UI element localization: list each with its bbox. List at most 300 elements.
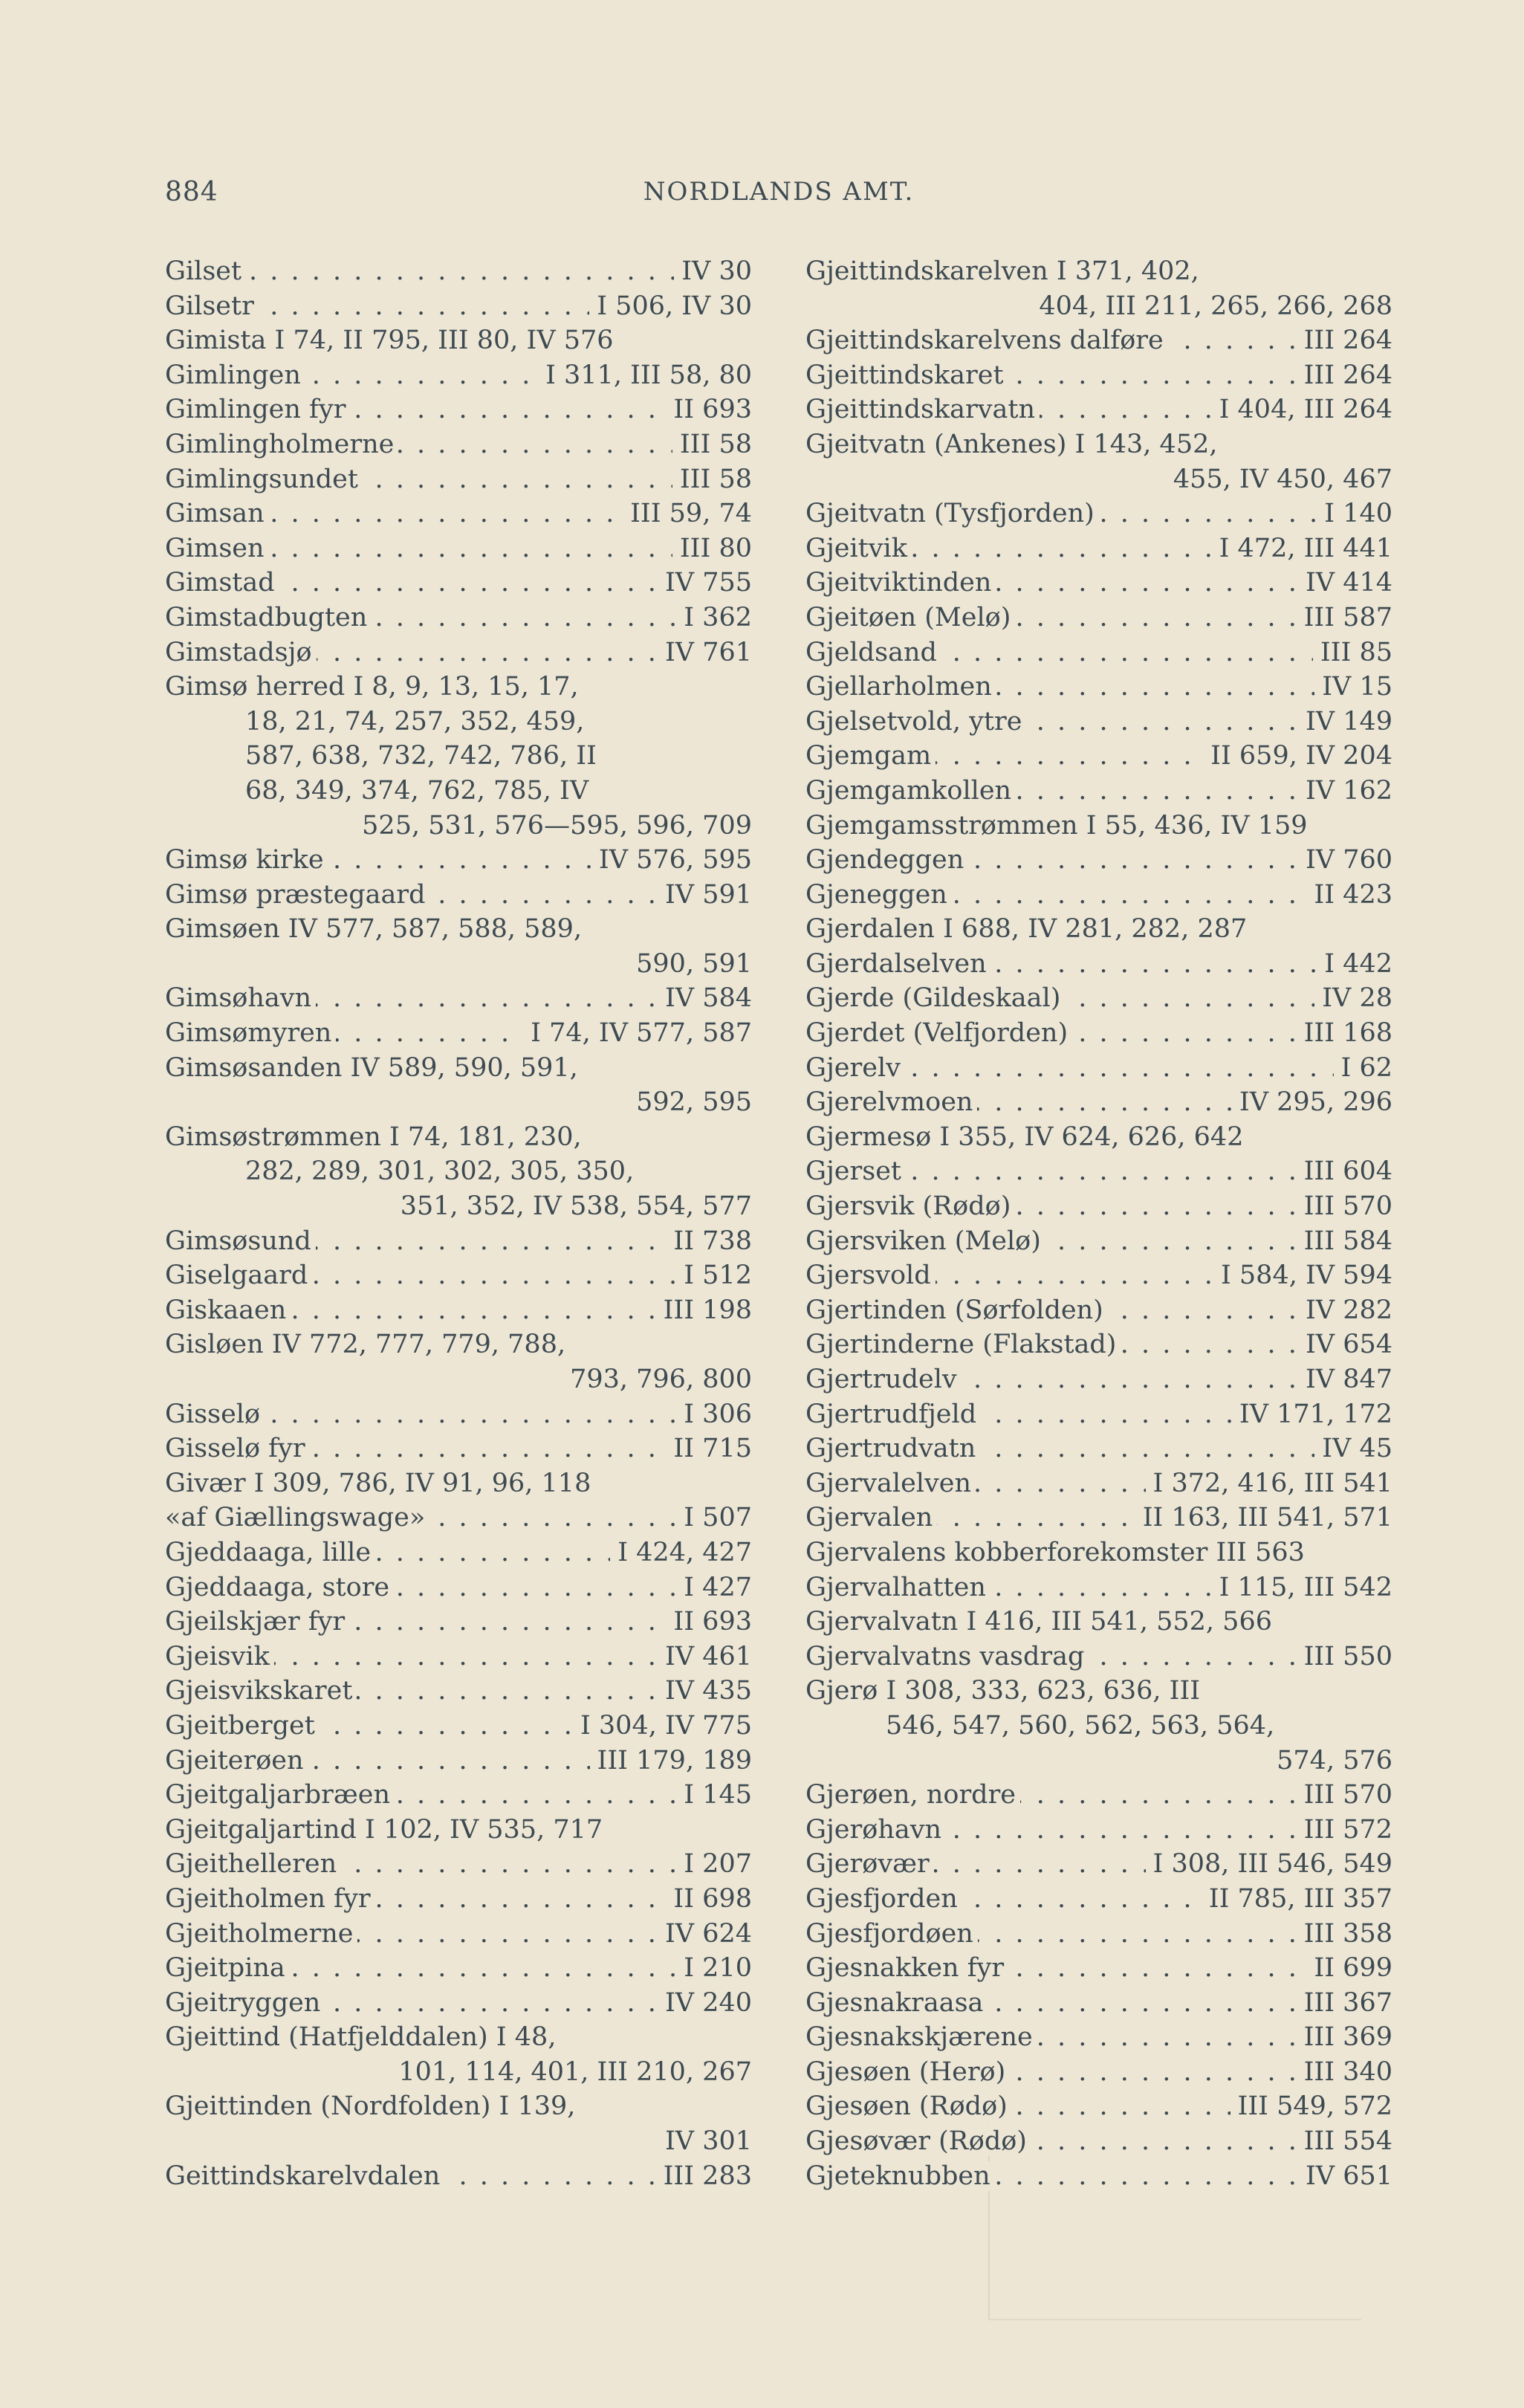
- index-entry: [165, 1778, 752, 1813]
- index-headword: Geittindskarelvdalen: [165, 2161, 444, 2191]
- index-headword: Gjesøvær (Rødø): [805, 2126, 1031, 2156]
- index-headword: Gisløen IV 772, 777, 779, 788,: [165, 1330, 570, 1359]
- index-reference: . . . III 59, 74: [623, 496, 752, 531]
- index-reference: . . . III 80: [672, 531, 752, 566]
- index-headword: Gjerdet (Velfjorden): [805, 1018, 1072, 1048]
- index-entry-continuation: [165, 809, 752, 844]
- index-entry: [805, 774, 1392, 809]
- index-headword: Gjeittindskaret: [805, 360, 1008, 390]
- index-entry: [165, 1813, 752, 1848]
- index-entry: [805, 1085, 1392, 1120]
- index-headword: Gimlingholmerne: [165, 430, 398, 459]
- index-headword: Gjerøhavn: [805, 1815, 946, 1845]
- index-entry: [165, 531, 752, 566]
- index-reference: . . . IV 30: [674, 254, 752, 289]
- index-reference: . . . III 549, 572: [1230, 2089, 1392, 2124]
- index-headword: Gjeitgaljartind I 102, IV 535, 717: [165, 1815, 607, 1845]
- index-headword: Gjersviken (Melø): [805, 1226, 1045, 1256]
- index-entry: [165, 1224, 752, 1259]
- index-headword: Gjeitvik: [805, 534, 912, 563]
- index-entry: [165, 2020, 752, 2055]
- index-headword: Gjertrudfjeld: [805, 1399, 981, 1429]
- index-headword: Gjemgamsstrømmen I 55, 436, IV 159: [805, 811, 1312, 841]
- index-reference: . . . I 584, IV 594: [1213, 1258, 1392, 1293]
- index-entry: [165, 1293, 752, 1328]
- index-headword: Gjelsetvold, ytre: [805, 707, 1026, 737]
- index-reference: . . . III 587: [1297, 601, 1392, 635]
- index-entry-continuation: [805, 1744, 1392, 1779]
- index-entry-continuation: [165, 705, 752, 739]
- index-headword: Gjervalhatten: [805, 1573, 990, 1602]
- index-entry: [805, 566, 1392, 601]
- index-entry-continuation: [165, 739, 752, 774]
- index-entry: [805, 1778, 1392, 1813]
- index-reference: . . . IV 435: [658, 1674, 752, 1709]
- index-reference: . . . IV 240: [658, 1986, 752, 2021]
- index-reference: . . . III 570: [1297, 1778, 1392, 1813]
- index-entry: [805, 1051, 1392, 1086]
- index-entry: [165, 1986, 752, 2021]
- index-entry: [805, 635, 1392, 670]
- index-reference: . . . IV 15: [1314, 670, 1392, 705]
- index-headword: Gjervalvatn I 416, III 541, 552, 566: [805, 1607, 1277, 1637]
- index-reference: . . . IV 755: [658, 566, 752, 601]
- index-entry: [165, 1640, 752, 1674]
- index-reference: . . . I 74, IV 577, 587: [523, 1016, 752, 1051]
- index-headword: Gjertrudelv: [805, 1365, 962, 1394]
- index-reference: 590, 591: [629, 947, 752, 982]
- index-entry: [165, 1535, 752, 1570]
- index-entry: [805, 254, 1392, 289]
- index-entry-continuation: [805, 462, 1392, 497]
- index-headword: Gjerde (Gildeskaal): [805, 983, 1065, 1013]
- index-reference: . . . I 372, 416, III 541: [1146, 1466, 1392, 1501]
- index-reference: . . . IV 760: [1298, 843, 1392, 878]
- index-headword: Gimsøstrømmen I 74, 181, 230,: [165, 1122, 586, 1152]
- index-reference: . . . IV 591: [658, 878, 752, 913]
- index-reference: . . . I 404, III 264: [1212, 392, 1392, 427]
- index-headword: Gjertrudvatn: [805, 1434, 980, 1463]
- index-entry: [805, 1917, 1392, 1952]
- index-headword: Gjesøen (Herø): [805, 2057, 1010, 2087]
- index-headword: Gjerset: [805, 1156, 906, 1186]
- index-reference: . . . I 306: [676, 1397, 752, 1432]
- index-reference: . . . I 472, III 441: [1212, 531, 1392, 566]
- index-headword: Gjesøen (Rødø): [805, 2091, 1012, 2121]
- index-headword: Gjeteknubben: [805, 2161, 995, 2191]
- index-entry: [165, 1397, 752, 1432]
- index-entry: [805, 323, 1392, 358]
- index-reference: . . . IV 45: [1314, 1431, 1392, 1466]
- index-entry: [805, 1674, 1392, 1709]
- index-headword: Gisselø: [165, 1399, 265, 1429]
- index-headword: Gjersvold: [805, 1260, 936, 1290]
- index-headword: Gimsøhavn: [165, 983, 316, 1013]
- index-headword: Gjersvik (Rødø): [805, 1191, 1015, 1221]
- index-entry: [165, 254, 752, 289]
- index-entry: [165, 635, 752, 670]
- index-entry: [805, 496, 1392, 531]
- index-headword: Gimsøen IV 577, 587, 588, 589,: [165, 914, 586, 944]
- index-headword: Gjesnakraasa: [805, 1988, 988, 2018]
- index-entry: [165, 912, 752, 947]
- index-entry: [165, 1847, 752, 1882]
- index-entry: [805, 1362, 1392, 1397]
- index-reference: . . . III 264: [1297, 323, 1392, 358]
- index-headword: Gimsø præstegaard: [165, 880, 430, 910]
- index-reference: . . . IV 654: [1298, 1327, 1392, 1362]
- index-entry: [805, 1293, 1392, 1328]
- index-entry: [805, 601, 1392, 635]
- index-entry-continuation: [165, 1154, 752, 1189]
- index-reference: . . . I 442: [1317, 947, 1392, 982]
- index-headword: Gjeitvatn (Ankenes) I 143, 452,: [805, 430, 1222, 459]
- index-headword: Gjerøen, nordre: [805, 1780, 1020, 1810]
- index-entry: [805, 1154, 1392, 1189]
- index-entry: [805, 878, 1392, 913]
- index-headword: Gjeddaaga, store: [165, 1573, 394, 1602]
- index-headword: Givær I 309, 786, IV 91, 96, 118: [165, 1469, 595, 1498]
- index-entry: [165, 601, 752, 635]
- index-entry: [165, 1501, 752, 1535]
- index-entry: [805, 1986, 1392, 2021]
- index-reference: . . . III 570: [1297, 1189, 1392, 1224]
- index-entry: [165, 1051, 752, 1086]
- index-headword: Gjerø I 308, 333, 623, 636, III: [805, 1676, 1204, 1706]
- index-headword: Gimista I 74, II 795, III 80, IV 576: [165, 326, 618, 355]
- index-headword: Gjervalvatns vasdrag: [805, 1642, 1089, 1671]
- index-entry: [805, 531, 1392, 566]
- index-headword: Gjeiterøen: [165, 1746, 308, 1776]
- index-reference: . . . IV 282: [1298, 1293, 1392, 1328]
- index-entry: [165, 427, 752, 462]
- index-entry-continuation: [165, 774, 752, 809]
- index-entry-continuation: [165, 2055, 752, 2090]
- index-reference: . . . I 362: [676, 601, 752, 635]
- index-reference: . . . I 62: [1334, 1051, 1393, 1086]
- index-entry: [165, 670, 752, 705]
- index-headword: Gjeitpina: [165, 1953, 290, 1983]
- index-headword: Gimsømyren: [165, 1018, 336, 1048]
- index-reference: . . . II 738: [666, 1224, 752, 1259]
- index-reference: . . . III 572: [1297, 1813, 1392, 1848]
- index-headword: Gimsø herred I 8, 9, 13, 15, 17,: [165, 672, 583, 702]
- index-entry: [805, 2055, 1392, 2090]
- index-reference: . . . III 264: [1297, 358, 1392, 393]
- index-headword: Gjesfjordøen: [805, 1919, 978, 1949]
- index-headword: Gimlingen: [165, 360, 305, 390]
- index-entry: [165, 289, 752, 324]
- index-entry: [805, 1189, 1392, 1224]
- index-headword: 587, 638, 732, 742, 786, II: [245, 741, 601, 771]
- index-reference: . . . I 311, III 58, 80: [538, 358, 752, 393]
- index-reference: . . . I 210: [676, 1951, 752, 1986]
- index-reference: . . . III 604: [1297, 1154, 1392, 1189]
- index-headword: Gjeisvik: [165, 1642, 274, 1671]
- index-reference: . . . II 698: [666, 1882, 752, 1917]
- index-reference: . . . III 358: [1297, 1917, 1392, 1952]
- index-headword: Gimsøsund: [165, 1226, 316, 1256]
- index-reference: . . . III 283: [656, 2159, 752, 2194]
- index-entry: [165, 1016, 752, 1051]
- index-headword: Giskaaen: [165, 1295, 291, 1325]
- index-reference: . . . IV 414: [1298, 566, 1392, 601]
- index-entry-continuation: [805, 289, 1392, 324]
- index-entry: [165, 1917, 752, 1952]
- index-headword: Gimstad: [165, 568, 279, 598]
- index-reference: IV 301: [658, 2124, 752, 2159]
- index-reference: . . . I 506, IV 30: [589, 289, 752, 324]
- index-reference: 592, 595: [629, 1085, 752, 1120]
- index-headword: Gjerelvmoen: [805, 1087, 977, 1117]
- index-reference: . . . I 140: [1317, 496, 1392, 531]
- index-headword: Gjerøvær: [805, 1849, 934, 1879]
- index-headword: Gjeithelleren: [165, 1849, 341, 1879]
- index-headword: Gjervalen: [805, 1503, 937, 1532]
- index-reference: . . . IV 624: [658, 1917, 752, 1952]
- index-entry: [805, 1535, 1392, 1570]
- index-entry: [805, 1258, 1392, 1293]
- index-reference: . . . II 785, III 357: [1202, 1882, 1392, 1917]
- index-entry: [805, 1640, 1392, 1674]
- index-reference: . . . IV 149: [1298, 705, 1392, 739]
- index-reference: . . . II 693: [666, 1605, 752, 1640]
- index-entry: [805, 1501, 1392, 1535]
- index-entry: [165, 843, 752, 878]
- index-entry: [805, 2089, 1392, 2124]
- index-reference: . . . III 85: [1313, 635, 1392, 670]
- index-entry-continuation: [165, 1189, 752, 1224]
- index-headword: Gjermesø I 355, IV 624, 626, 642: [805, 1122, 1248, 1152]
- index-headword: Gjeittindskarvatn: [805, 395, 1040, 424]
- index-reference: . . . III 554: [1297, 2124, 1392, 2159]
- index-headword: 18, 21, 74, 257, 352, 459,: [245, 707, 588, 737]
- index-entry: [805, 2020, 1392, 2055]
- index-headword: Gjeldsand: [805, 638, 941, 667]
- index-headword: Giselgaard: [165, 1260, 312, 1290]
- index-entry: [805, 1847, 1392, 1882]
- index-reference: . . . IV 162: [1298, 774, 1392, 809]
- index-entry: [165, 2159, 752, 2194]
- index-reference: . . . I 207: [676, 1847, 752, 1882]
- index-entry: [165, 323, 752, 358]
- index-headword: Gilset: [165, 256, 246, 286]
- index-headword: Gimsan: [165, 499, 269, 528]
- index-reference: 793, 796, 800: [562, 1362, 752, 1397]
- index-entry: [165, 1466, 752, 1501]
- index-reference: . . . I 427: [676, 1570, 752, 1605]
- index-headword: Gjesnakskjærene: [805, 2022, 1037, 2052]
- index-entry: [165, 878, 752, 913]
- index-reference: . . . III 58: [672, 462, 752, 497]
- index-headword: 282, 289, 301, 302, 305, 350,: [245, 1156, 638, 1186]
- index-headword: Gilsetr: [165, 291, 259, 321]
- index-entry: [805, 1951, 1392, 1986]
- index-headword: «af Giællingswage»: [165, 1503, 429, 1532]
- index-headword: Gjeneggen: [805, 880, 952, 910]
- index-reference: . . . IV 651: [1298, 2159, 1392, 2194]
- index-reference: . . . III 550: [1297, 1640, 1392, 1674]
- index-headword: Gjeisvikskaret: [165, 1676, 357, 1706]
- running-title: NORDLANDS AMT.: [643, 177, 915, 207]
- index-entry: [805, 1120, 1392, 1155]
- index-reference: . . . III 198: [656, 1293, 752, 1328]
- index-entry-continuation: [165, 1085, 752, 1120]
- index-reference: . . . III 168: [1297, 1016, 1392, 1051]
- index-entry: [165, 462, 752, 497]
- index-entry: [805, 358, 1392, 393]
- index-headword: Gjeitgaljarbræen: [165, 1780, 395, 1810]
- index-entry: [805, 739, 1392, 774]
- index-entry: [805, 843, 1392, 878]
- index-entry: [165, 1605, 752, 1640]
- index-reference: . . . III 369: [1297, 2020, 1392, 2055]
- index-headword: Gjendeggen: [805, 845, 968, 875]
- index-reference: 351, 352, IV 538, 554, 577: [393, 1189, 752, 1224]
- index-entry: [165, 1709, 752, 1744]
- index-entry: [805, 1466, 1392, 1501]
- index-entry-continuation: [805, 1709, 1392, 1744]
- index-headword: Gjerdalen I 688, IV 281, 282, 287: [805, 914, 1251, 944]
- page-header: [165, 177, 1392, 214]
- index-entry: [165, 2089, 752, 2124]
- index-entry: [165, 1120, 752, 1155]
- index-headword: Gjertinden (Sørfolden): [805, 1295, 1108, 1325]
- index-reference: . . . II 659, IV 204: [1203, 739, 1392, 774]
- index-headword: Gjeitberget: [165, 1711, 320, 1741]
- index-entry: [165, 358, 752, 393]
- index-headword: Gjemgamkollen: [805, 776, 1016, 806]
- index-reference: . . . I 115, III 542: [1212, 1570, 1392, 1605]
- index-headword: Gjeitøen (Melø): [805, 603, 1015, 632]
- index-headword: Gimstadsjø: [165, 638, 317, 667]
- index-headword: Gjesfjorden: [805, 1884, 962, 1914]
- index-reference: . . . II 699: [1306, 1951, 1392, 1986]
- index-entry: [165, 566, 752, 601]
- index-entry: [805, 1397, 1392, 1432]
- index-headword: Gimsen: [165, 534, 269, 563]
- index-headword: Gimsøsanden IV 589, 590, 591,: [165, 1053, 583, 1083]
- index-entry: [805, 1224, 1392, 1259]
- index-reference: 525, 531, 576—595, 596, 709: [354, 809, 752, 844]
- index-headword: Gjertinderne (Flakstad): [805, 1330, 1121, 1359]
- index-entry: [165, 1744, 752, 1779]
- index-reference: . . . IV 584: [658, 981, 752, 1016]
- index-reference: 574, 576: [1269, 1744, 1392, 1779]
- index-reference: . . . IV 761: [658, 635, 752, 670]
- index-headword: 68, 349, 374, 762, 785, IV: [245, 776, 593, 806]
- index-reference: 455, IV 450, 467: [1166, 462, 1392, 497]
- index-entry: [165, 1882, 752, 1917]
- index-reference: . . . I 424, 427: [610, 1535, 752, 1570]
- index-headword: Gjerelv: [805, 1053, 905, 1083]
- index-headword: Gjervalelven: [805, 1469, 976, 1498]
- index-entry: [165, 1674, 752, 1709]
- index-headword: Gjesnakken fyr: [805, 1953, 1008, 1983]
- index-entry-continuation: [165, 1362, 752, 1397]
- index-entry: [805, 670, 1392, 705]
- index-headword: Gjeddaaga, lille: [165, 1538, 375, 1567]
- index-reference: . . . I 308, III 546, 549: [1146, 1847, 1392, 1882]
- index-reference: . . . IV 847: [1298, 1362, 1392, 1397]
- index-headword: Gjeitvatn (Tysfjorden): [805, 499, 1099, 528]
- index-reference: . . . III 367: [1297, 1986, 1392, 2021]
- index-headword: Gimsø kirke: [165, 845, 328, 875]
- index-headword: Gjeilskjær fyr: [165, 1607, 349, 1637]
- index-entry: [805, 912, 1392, 947]
- index-entry: [805, 1882, 1392, 1917]
- index-headword: Gimstadbugten: [165, 603, 372, 632]
- index-entry: [805, 1813, 1392, 1848]
- index-reference: . . . IV 171, 172: [1232, 1397, 1392, 1432]
- index-headword: Gjeitholmerne: [165, 1919, 357, 1949]
- index-entry: [805, 981, 1392, 1016]
- index-entry: [805, 809, 1392, 844]
- index-column-left: [165, 254, 752, 2193]
- index-reference: . . . I 512: [676, 1258, 752, 1293]
- index-entry: [805, 705, 1392, 739]
- index-entry: [165, 496, 752, 531]
- index-headword: Gjemgam: [805, 741, 936, 771]
- index-headword: Gjeittind (Hatfjelddalen) I 48,: [165, 2022, 560, 2052]
- index-entry: [805, 1605, 1392, 1640]
- index-entry: [805, 1570, 1392, 1605]
- index-headword: Gimlingen fyr: [165, 395, 351, 424]
- index-entry: [165, 1570, 752, 1605]
- index-entry: [805, 392, 1392, 427]
- index-headword: Gisselø fyr: [165, 1434, 310, 1463]
- index-entry-continuation: [165, 947, 752, 982]
- index-entry: [805, 1016, 1392, 1051]
- index-entry: [165, 981, 752, 1016]
- index-entry: [805, 427, 1392, 462]
- index-entry: [805, 1327, 1392, 1362]
- index-reference: . . . IV 295, 296: [1232, 1085, 1392, 1120]
- index-reference: . . . III 179, 189: [590, 1744, 752, 1779]
- index-reference: . . . IV 461: [658, 1640, 752, 1674]
- index-headword: Gjellarholmen: [805, 672, 996, 702]
- index-reference: . . . II 715: [666, 1431, 752, 1466]
- index-headword: 546, 547, 560, 562, 563, 564,: [886, 1711, 1279, 1741]
- index-reference: . . . III 340: [1297, 2055, 1392, 2090]
- index-headword: Gimlingsundet: [165, 465, 363, 494]
- page-number: 884: [165, 177, 218, 207]
- index-reference: . . . I 145: [676, 1778, 752, 1813]
- index-entry: [805, 1431, 1392, 1466]
- index-entry: [165, 1327, 752, 1362]
- index-reference: . . . III 58: [672, 427, 752, 462]
- index-reference: . . . II 423: [1306, 878, 1392, 913]
- index-reference: . . . I 507: [676, 1501, 752, 1535]
- index-headword: Gjeitviktinden: [805, 568, 996, 598]
- index-entry: [805, 947, 1392, 982]
- index-entry: [165, 1258, 752, 1293]
- index-reference: 101, 114, 401, III 210, 267: [391, 2055, 752, 2090]
- index-reference: . . . II 693: [666, 392, 752, 427]
- index-entry: [165, 1431, 752, 1466]
- index-entry-continuation: [165, 2124, 752, 2159]
- index-headword: Gjeitholmen fyr: [165, 1884, 375, 1914]
- index-headword: Gjeittindskarelvens dalføre: [805, 326, 1168, 355]
- index-reference: . . . IV 28: [1314, 981, 1392, 1016]
- index-reference: 404, III 211, 265, 266, 268: [1031, 289, 1392, 324]
- index-headword: Gjeittindskarelven I 371, 402,: [805, 256, 1204, 286]
- index-entry: [165, 1951, 752, 1986]
- index-headword: Gjeittinden (Nordfolden) I 139,: [165, 2091, 580, 2121]
- index-reference: . . . IV 576, 595: [591, 843, 752, 878]
- index-column-right: [805, 254, 1392, 2193]
- index-headword: Gjerdalselven: [805, 949, 991, 979]
